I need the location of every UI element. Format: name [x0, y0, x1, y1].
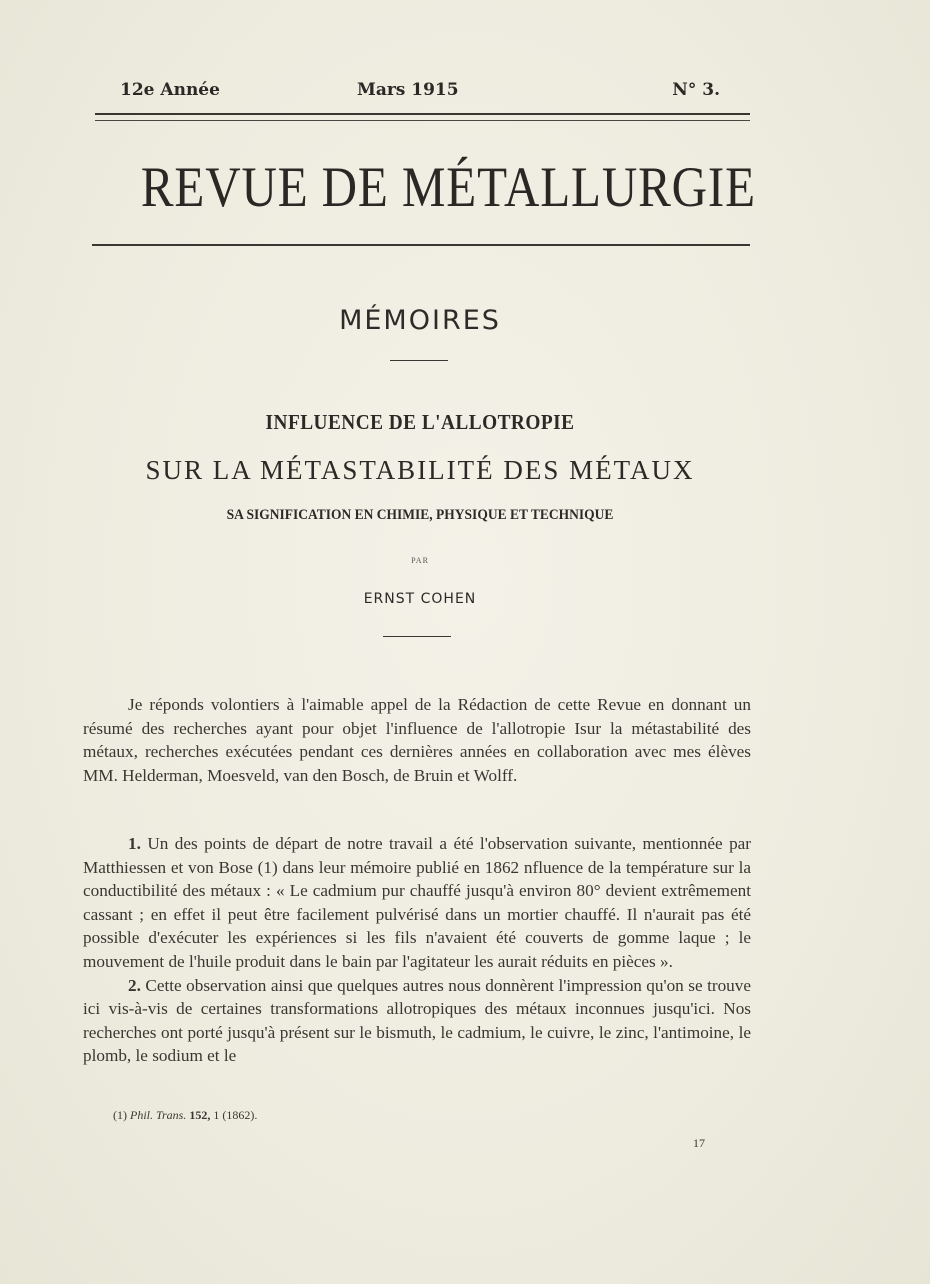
byline-par: PAR [411, 556, 429, 565]
title-divider [92, 244, 750, 246]
intro-paragraph-block [83, 693, 751, 787]
article-author: ERNST COHEN [363, 591, 477, 607]
masthead [95, 80, 750, 104]
footnote-volume: 152, [189, 1108, 211, 1122]
article-title-line2: SUR LA MÉTASTABILITÉ DES MÉTAUX [145, 455, 695, 485]
section-divider [390, 360, 448, 361]
paragraph-1-text: Un des points de départ de notre travail a été l'observation suivante, mentionnée par Matthiessen et von Bose (1) dans leur mémoire publié en 1862 nfluence de la température sur la conductibilité des métaux : « Le cadmium pur chauffé jusqu'à environ 80° devient extrêmement cassant ; en effet il peut être facilement pulvérisé dans un mortier chauffé. Il n'aurait pas été possible d'exécuter les expériences si les fils n'avaient été couverts de gomme laque ; le mouvement de l'huile produit dans le bain par l'agitateur les aurait réduits en pièces ». [83, 834, 752, 971]
footnote [113, 1108, 257, 1123]
author-divider [383, 636, 451, 637]
footnote-mark: (1) [113, 1108, 127, 1122]
masthead-year: 12e Année [120, 80, 220, 100]
footnote-rest: 1 (1862). [213, 1108, 258, 1122]
paragraph-2 [83, 974, 751, 1068]
masthead-issue: N° 3. [672, 80, 720, 100]
page-number: 17 [693, 1136, 705, 1150]
paragraph-1 [83, 832, 751, 974]
article-subtitle: SA SIGNIFICATION EN CHIMIE, PHYSIQUE ET TECHNIQUE [226, 507, 614, 523]
intro-paragraph: Je réponds volontiers à l'aimable appel de la Rédaction de cette Revue en donnant un résumé des recherches ayant pour objet l'influence de l'allotropie Isur la métastabilité des métaux, recherches exécutées pendant ces dernières années en collaboration avec mes élèves MM. Helderman, Moesveld, van den Bosch, de Bruin et Wolff. [83, 695, 751, 785]
journal-title: REVUE DE MÉTALLURGIE [140, 156, 756, 219]
masthead-divider [95, 113, 750, 121]
section-title: MÉMOIRES [339, 305, 501, 336]
paragraph-2-text: Cette observation ainsi que quelques autres nous donnèrent l'impression qu'on se trouve ici vis-à-vis de certaines transformations allotropiques des métaux inconnues jusqu'ici. Nos recherches ont porté jusqu'à présent sur le bismuth, le cadmium, le cuivre, le zinc, l'antimoine, le plomb, le sodium et le [83, 975, 752, 1066]
numbered-paragraphs [83, 832, 751, 1068]
footnote-source: Phil. Trans. [130, 1108, 187, 1122]
paragraph-1-number: 1. [128, 834, 141, 853]
article-title-line1: INFLUENCE DE L'ALLOTROPIE [265, 410, 575, 434]
masthead-date: Mars 1915 [357, 80, 459, 100]
paragraph-2-number: 2. [128, 975, 141, 995]
